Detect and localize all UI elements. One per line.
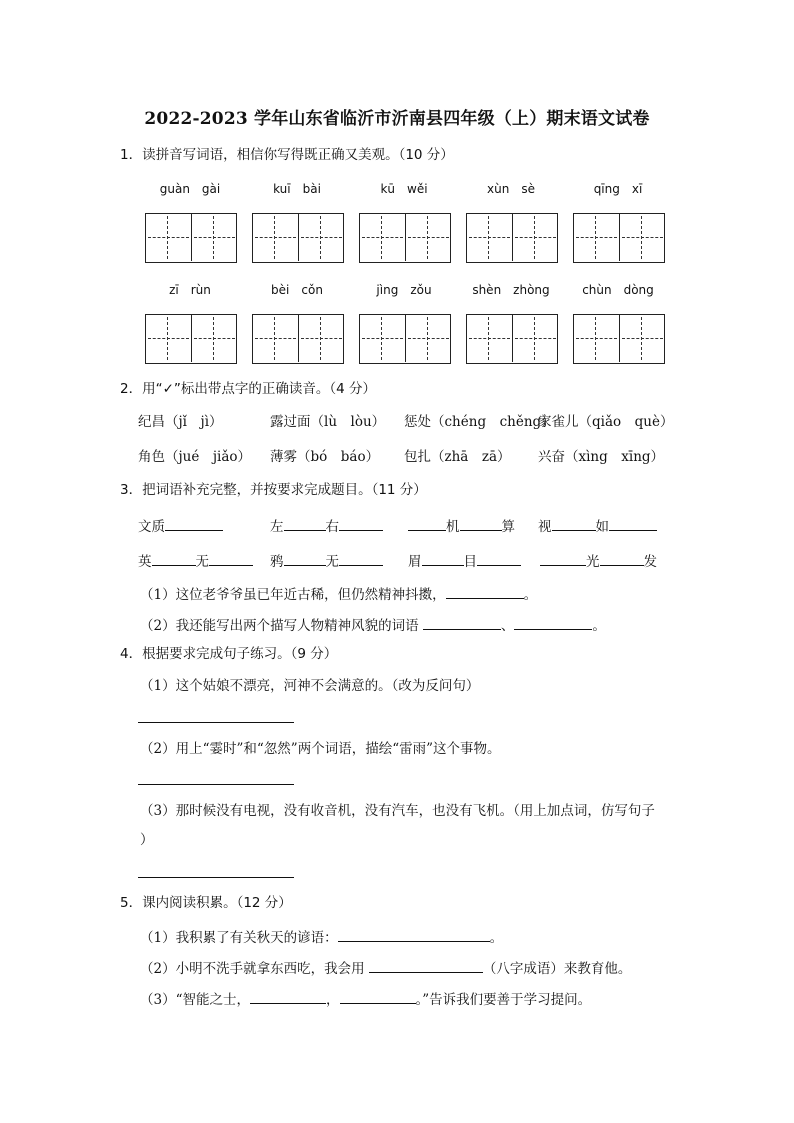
answer-blank[interactable] — [600, 551, 644, 566]
answer-blank[interactable] — [552, 516, 596, 531]
q4-sentence-3-cont: ） — [140, 832, 154, 848]
q2-item: 兴奋（xìng xīng） — [538, 449, 665, 465]
idiom-fill — [408, 551, 521, 571]
answer-blank[interactable] — [339, 551, 383, 566]
q4-sentence-3: （3）那时候没有电视，没有收音机，没有汽车，也没有飞机。（用上加点词，仿写句子 — [140, 803, 655, 819]
q2-item: 薄雾（bó báo） — [270, 449, 380, 465]
idiom-char: 英 — [138, 554, 152, 570]
idiom-char: 机 — [446, 519, 460, 535]
idiom-fill — [540, 551, 657, 571]
idiom-fill — [408, 516, 515, 536]
answer-blank[interactable] — [609, 516, 657, 531]
idiom-char: 视 — [538, 519, 552, 535]
pinyin: guàn gài — [159, 182, 221, 196]
q2-item: 家雀儿（qiǎo què） — [538, 414, 674, 430]
idiom-char: 如 — [595, 519, 609, 535]
writing-grid[interactable] — [573, 314, 665, 364]
idiom-char: 左 — [270, 519, 284, 535]
sentence-text: 。 — [592, 618, 606, 634]
writing-grid[interactable] — [573, 213, 665, 263]
q2-stem: 2．用“✓”标出带点字的正确读音。（4 分） — [120, 381, 377, 397]
pinyin: chùn dòng — [582, 283, 654, 297]
q5-sentence-2 — [140, 958, 631, 978]
pinyin: bèi cǒn — [271, 283, 323, 297]
q3-sentence-2 — [140, 615, 606, 635]
sentence-text: （2）我还能写出两个描写人物精神风貌的词语 — [140, 618, 419, 634]
idiom-fill — [138, 551, 253, 571]
writing-grid[interactable] — [359, 314, 451, 364]
answer-blank[interactable] — [339, 516, 383, 531]
sentence-text: （3）“智能之士， — [140, 992, 250, 1008]
answer-blank[interactable] — [369, 958, 483, 973]
sentence-text: 。 — [489, 930, 504, 946]
q2-item: 纪昌（jǐ jì） — [138, 414, 223, 430]
page-title: 2022-2023 学年山东省临沂市沂南县四年级（上）期末语文试卷 — [144, 109, 650, 129]
sentence-text: （1）我积累了有关秋天的谚语： — [140, 930, 338, 946]
answer-line[interactable] — [138, 877, 294, 878]
idiom-char: 鸦 — [270, 554, 284, 570]
writing-grid[interactable] — [145, 213, 237, 263]
writing-grid[interactable] — [252, 213, 344, 263]
answer-blank[interactable] — [209, 551, 253, 566]
idiom-fill — [270, 551, 383, 571]
answer-blank[interactable] — [477, 551, 521, 566]
q2-item: 角色（jué jiǎo） — [138, 449, 252, 465]
idiom-char: 右 — [325, 519, 339, 535]
idiom-char: 文质 — [138, 519, 165, 535]
pinyin: shèn zhòng — [472, 283, 550, 297]
answer-blank[interactable] — [408, 516, 446, 531]
q1-stem: 1．读拼音写词语，相信你写得既正确又美观。（10 分） — [120, 147, 454, 163]
answer-blank[interactable] — [284, 516, 326, 531]
q4-sentence-1: （1）这个姑娘不漂亮，河神不会满意的。（改为反问句） — [140, 678, 480, 694]
q4-stem: 4．根据要求完成句子练习。（9 分） — [120, 646, 338, 662]
q2-item: 惩处（chéng chěng） — [404, 414, 555, 430]
answer-blank[interactable] — [460, 516, 502, 531]
idiom-char: 无 — [325, 554, 339, 570]
pinyin: xùn sè — [487, 182, 535, 196]
answer-blank[interactable] — [514, 615, 592, 630]
answer-blank[interactable] — [152, 551, 196, 566]
pinyin: kuī bài — [273, 182, 321, 196]
idiom-char: 目 — [463, 554, 477, 570]
sentence-text: （2）小明不洗手就拿东西吃，我会用 — [140, 961, 365, 977]
idiom-char: 光 — [586, 554, 600, 570]
pinyin: qīng xī — [593, 182, 643, 196]
sentence-text: 。 — [523, 587, 538, 603]
answer-blank[interactable] — [250, 989, 326, 1004]
q2-item: 露过面（lù lòu） — [270, 414, 386, 430]
sentence-text: （八字成语）来教育他。 — [482, 961, 632, 977]
answer-blank[interactable] — [284, 551, 326, 566]
idiom-char: 眉 — [408, 554, 422, 570]
writing-grid[interactable] — [359, 213, 451, 263]
q5-stem: 5．课内阅读积累。（12 分） — [120, 895, 292, 911]
answer-blank[interactable] — [540, 551, 586, 566]
answer-blank[interactable] — [338, 927, 490, 942]
answer-blank[interactable] — [423, 615, 501, 630]
sentence-text: 。”告诉我们要善于学习提问。 — [415, 992, 592, 1008]
idiom-char: 算 — [501, 519, 515, 535]
q5-sentence-3 — [140, 989, 591, 1009]
answer-blank[interactable] — [446, 584, 524, 599]
answer-line[interactable] — [138, 722, 294, 723]
idiom-fill — [138, 516, 223, 536]
writing-grid[interactable] — [466, 314, 558, 364]
idiom-fill — [270, 516, 383, 536]
idiom-char: 发 — [643, 554, 657, 570]
writing-grid[interactable] — [145, 314, 237, 364]
answer-blank[interactable] — [165, 516, 223, 531]
answer-blank[interactable] — [340, 989, 416, 1004]
idiom-fill — [538, 516, 657, 536]
idiom-char: 无 — [195, 554, 209, 570]
sentence-text: 、 — [500, 618, 515, 634]
q4-sentence-2: （2）用上“霎时”和“忽然”两个词语，描绘“雷雨”这个事物。 — [140, 741, 501, 757]
sentence-text: （1）这位老爷爷虽已年近古稀，但仍然精神抖擞， — [140, 587, 446, 603]
answer-blank[interactable] — [422, 551, 464, 566]
pinyin: jìng zǒu — [376, 283, 432, 297]
answer-line[interactable] — [138, 784, 294, 785]
q5-sentence-1 — [140, 927, 503, 947]
q2-item: 包扎（zhā zā） — [404, 449, 511, 465]
q3-stem: 3．把词语补充完整，并按要求完成题目。（11 分） — [120, 482, 427, 498]
q3-sentence-1 — [140, 584, 537, 604]
writing-grid[interactable] — [466, 213, 558, 263]
pinyin: kū wěi — [380, 182, 428, 196]
writing-grid[interactable] — [252, 314, 344, 364]
sentence-text: ， — [326, 992, 340, 1008]
pinyin: zī rùn — [169, 283, 211, 297]
